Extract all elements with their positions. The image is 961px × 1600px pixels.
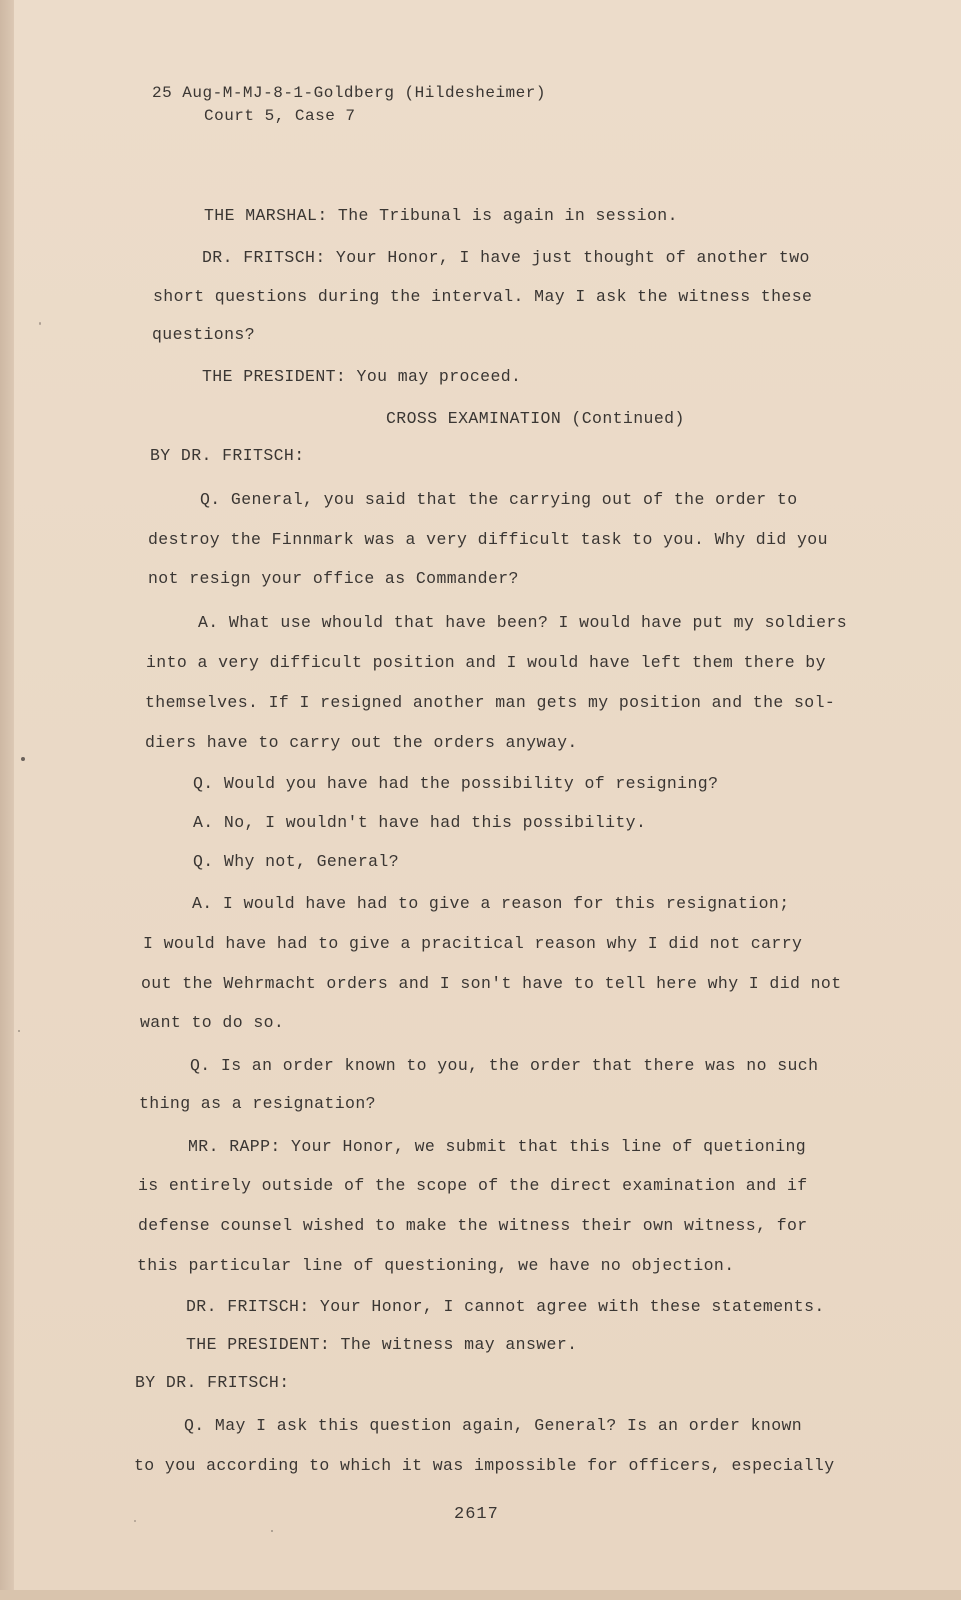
- header-reference: 25 Aug-M-MJ-8-1-Goldberg (Hildesheimer): [152, 84, 546, 102]
- transcript-line: themselves. If I resigned another man gets my position and the sol-: [145, 693, 836, 712]
- transcript-line: MR. RAPP: Your Honor, we submit that this line of quetioning: [188, 1137, 807, 1156]
- transcript-line: this particular line of questioning, we have no objection.: [137, 1256, 735, 1275]
- page-number: 2617: [454, 1505, 499, 1524]
- transcript-line: THE PRESIDENT: The witness may answer.: [186, 1335, 578, 1354]
- transcript-line: Q. General, you said that the carrying out of the order to: [200, 490, 798, 509]
- transcript-line: A. I would have had to give a reason for this resignation;: [192, 894, 790, 913]
- transcript-line: destroy the Finnmark was a very difficult task to you. Why did you: [148, 530, 828, 549]
- transcript-line: Q. Would you have had the possibility of resigning?: [193, 774, 719, 793]
- transcript-line: is entirely outside of the scope of the direct examination and if: [138, 1176, 808, 1195]
- transcript-line: to you according to which it was impossible for officers, especially: [134, 1456, 835, 1475]
- margin-speck: [21, 757, 25, 761]
- transcript-line: BY DR. FRITSCH:: [135, 1373, 290, 1392]
- transcript-line: A. What use whould that have been? I would have put my soldiers: [198, 613, 848, 632]
- margin-speck: [18, 1030, 20, 1032]
- transcript-line: questions?: [152, 325, 256, 344]
- transcript-line: A. No, I wouldn't have had this possibility.: [193, 813, 647, 832]
- transcript-line: want to do so.: [140, 1013, 285, 1032]
- margin-speck: [271, 1530, 273, 1532]
- transcript-line: into a very difficult position and I would have left them there by: [146, 653, 826, 672]
- transcript-line: DR. FRITSCH: Your Honor, I cannot agree with these statements.: [186, 1297, 825, 1316]
- transcript-line: Q. Is an order known to you, the order that there was no such: [190, 1056, 819, 1075]
- transcript-line: out the Wehrmacht orders and I son't have to tell here why I did not: [141, 974, 842, 993]
- document-page: [14, 0, 961, 1600]
- transcript-line: short questions during the interval. May I ask the witness these: [153, 287, 813, 306]
- section-heading: CROSS EXAMINATION (Continued): [386, 409, 685, 428]
- transcript-line: THE MARSHAL: The Tribunal is again in session.: [204, 206, 678, 225]
- transcript-line: thing as a resignation?: [139, 1094, 376, 1113]
- page-edge-shadow: [0, 0, 14, 1600]
- page-bottom-edge: [0, 1590, 961, 1600]
- header-court-case: Court 5, Case 7: [204, 107, 356, 125]
- transcript-line: defense counsel wished to make the witness their own witness, for: [138, 1216, 808, 1235]
- margin-speck: [134, 1520, 136, 1522]
- transcript-line: diers have to carry out the orders anyway.: [145, 733, 578, 752]
- transcript-line: Q. May I ask this question again, General? Is an order known: [184, 1416, 803, 1435]
- transcript-line: DR. FRITSCH: Your Honor, I have just thought of another two: [202, 248, 810, 267]
- margin-speck: [39, 322, 41, 325]
- transcript-line: BY DR. FRITSCH:: [150, 446, 305, 465]
- transcript-line: I would have had to give a pracitical reason why I did not carry: [143, 934, 803, 953]
- transcript-line: not resign your office as Commander?: [148, 569, 519, 588]
- transcript-line: THE PRESIDENT: You may proceed.: [202, 367, 522, 386]
- transcript-line: Q. Why not, General?: [193, 852, 400, 871]
